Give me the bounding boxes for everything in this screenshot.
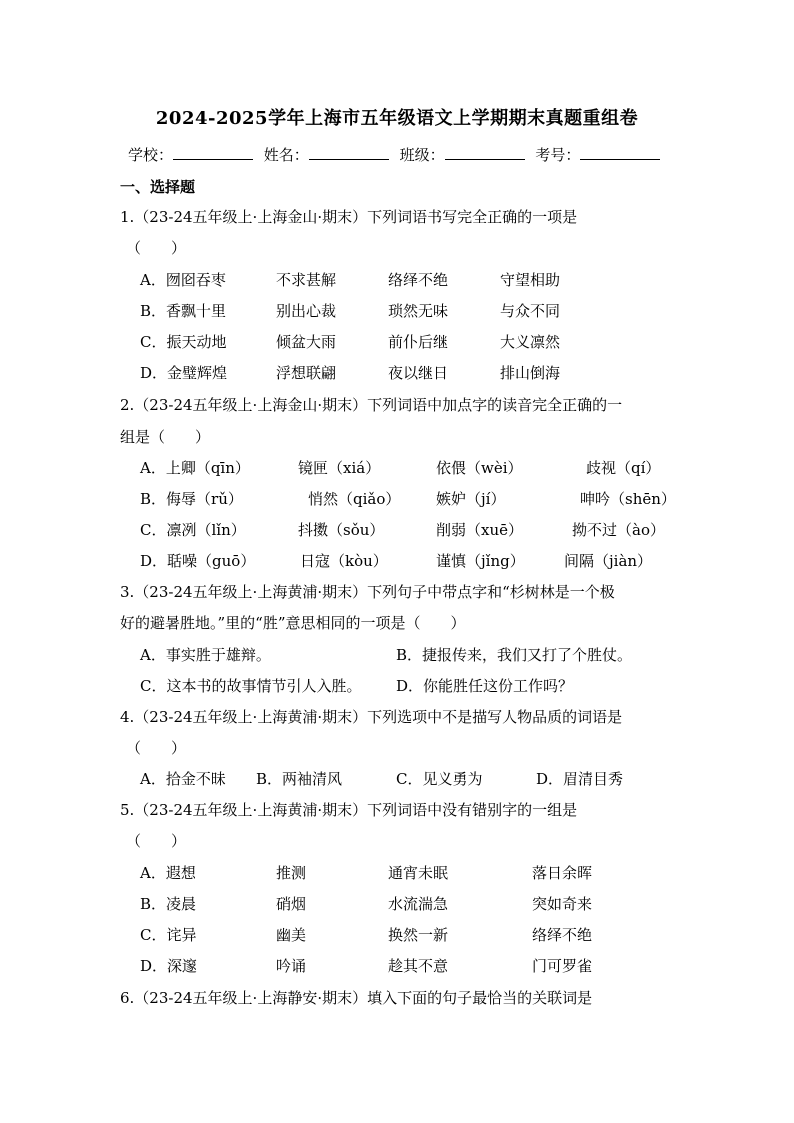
option-word: A．遐想 [140,864,196,882]
option-word: 镜匣（xiá） [298,459,381,477]
option-sentence: B．捷报传来，我们又打了个胜仗。 [396,646,633,664]
option-word: 突如奇来 [532,895,593,913]
option-word: 趁其不意 [388,957,449,975]
option-word: A．上卿（qīn） [140,459,250,477]
option-word: 络绎不绝 [388,271,449,289]
option-word: C．凛冽（lǐn） [140,521,246,539]
option-word: 不求甚解 [276,271,337,289]
option-sentence: D．你能胜任这份工作吗？ [396,677,574,695]
option-word: 拗不过（ào） [572,521,665,539]
option-word: B．侮辱（rǔ） [140,490,243,508]
option-word: C．诧异 [140,926,197,944]
question-2-stem-line-2: 组是（ ） [120,428,211,446]
option-word: 间隔（jiàn） [564,552,653,570]
option-word: 呻吟（shēn） [580,490,676,508]
option-word: B．凌晨 [140,895,197,913]
option-word: D．金璧辉煌 [140,364,228,382]
option-word: C．振天动地 [140,333,227,351]
option-word: 谨慎（jǐng） [436,552,525,570]
question-4-stem: 4.（23-24五年级上·上海黄浦·期末）下列选项中不是描写人物品质的词语是 [120,708,623,726]
option-sentence: C．这本书的故事情节引人入胜。 [140,677,362,695]
option-word: 悄然（qiǎo） [308,490,401,508]
option-word: A．拾金不昧 [140,770,226,788]
question-4-answer-paren: （ ） [126,739,187,757]
class-blank[interactable] [445,145,525,160]
option-word: 门可罗雀 [532,957,593,975]
question-6-stem: 6.（23-24五年级上·上海静安·期末）填入下面的句子最恰当的关联词是 [120,989,593,1007]
option-word: 与众不同 [500,302,561,320]
question-5-stem: 5.（23-24五年级上·上海黄浦·期末）下列词语中没有错别字的一组是 [120,801,578,819]
option-word: 浮想联翩 [276,364,337,382]
question-5-answer-paren: （ ） [126,832,187,850]
option-word: 倾盆大雨 [276,333,337,351]
option-word: 嫉妒（jí） [436,490,506,508]
option-word: 换然一新 [388,926,449,944]
name-label: 姓名： [263,146,309,164]
student-info-line [128,144,666,165]
option-word: 幽美 [276,926,307,944]
question-3-stem-line-2: 好的避暑胜地。”里的“胜”意思相同的一项是（ ） [120,614,466,632]
question-3-stem-line-1: 3.（23-24五年级上·上海黄浦·期末）下列句子中带点字和“杉树林是一个极 [120,583,615,601]
option-word: 歧视（qí） [586,459,661,477]
name-blank[interactable] [309,145,389,160]
class-label: 班级： [399,146,445,164]
option-word: 吟诵 [276,957,307,975]
option-word: 日寇（kòu） [300,552,388,570]
section-heading: 一、选择题 [120,178,196,196]
page-title: 2024-2025学年上海市五年级语文上学期期末真题重组卷 [155,108,639,129]
option-word: B．香飘十里 [140,302,227,320]
question-2-stem-line-1: 2.（23-24五年级上·上海金山·期末）下列词语中加点字的读音完全正确的一 [120,396,623,414]
option-word: 琐然无味 [388,302,449,320]
option-word: 硝烟 [276,895,307,913]
option-word: 削弱（xuē） [436,521,523,539]
option-word: C．见义勇为 [396,770,483,788]
option-word: 守望相助 [500,271,561,289]
school-label: 学校： [128,146,174,164]
option-word: 抖擞（sǒu） [298,521,385,539]
option-word: A．囫囵吞枣 [140,271,226,289]
option-word: 落日余晖 [532,864,593,882]
option-word: 通宵未眠 [388,864,449,882]
exam-number-blank[interactable] [580,145,660,160]
option-word: 前仆后继 [388,333,449,351]
option-word: 夜以继日 [388,364,449,382]
question-1-stem: 1.（23-24五年级上·上海金山·期末）下列词语书写完全正确的一项是 [120,208,578,226]
school-blank[interactable] [173,145,253,160]
option-word: D．聒噪（guō） [140,552,256,570]
option-word: 别出心裁 [276,302,337,320]
option-word: 依偎（wèi） [436,459,523,477]
option-word: B．两袖清风 [256,770,343,788]
option-word: 大义凛然 [500,333,561,351]
option-word: 排山倒海 [500,364,561,382]
option-word: D．深邃 [140,957,198,975]
option-word: 水流湍急 [388,895,449,913]
exam-number-label: 考号： [535,146,581,164]
option-word: D．眉清目秀 [536,770,624,788]
question-1-answer-paren: （ ） [126,239,187,257]
option-sentence: A．事实胜于雄辩。 [140,646,271,664]
option-word: 络绎不绝 [532,926,593,944]
option-word: 推测 [276,864,307,882]
